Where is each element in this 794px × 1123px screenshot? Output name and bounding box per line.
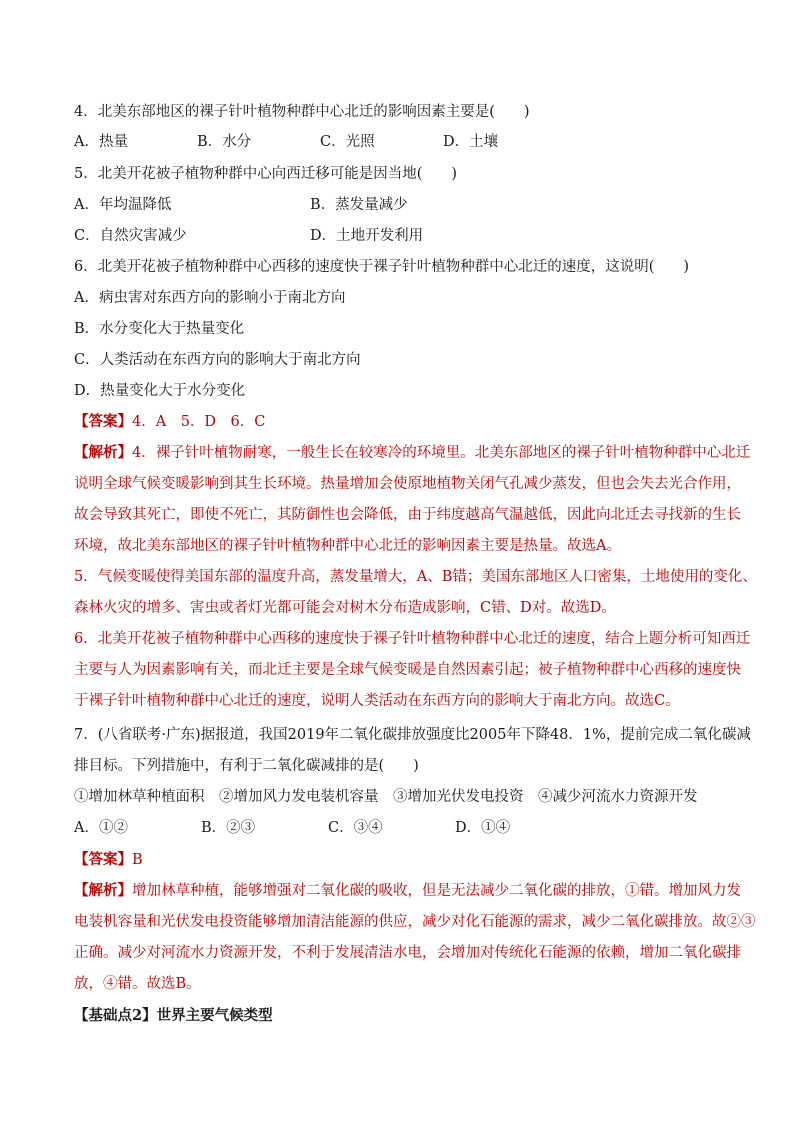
- analysis-2-line-1: [74, 881, 741, 901]
- q4-option-a: A．热量: [74, 134, 128, 150]
- analysis-1-tag: 【解析】: [74, 444, 132, 461]
- q4-stem: 4．北美东部地区的裸子针叶植物种群中心北迁的影响因素主要是( ): [74, 104, 530, 120]
- analysis-1-line-5: 5．气候变暖使得美国东部的温度升高，蒸发量增大，A、B错；美国东部地区人口密集，土地使用的变化、: [74, 569, 757, 585]
- q6-option-b: B．水分变化大于热量变化: [74, 321, 245, 337]
- analysis-1-line-8: 主要与人为因素影响有关，而北迁主要是全球气候变暖是自然因素引起；被子植物种群中心西移的速度快: [74, 662, 741, 678]
- q5-stem: 5．北美开花被子植物种群中心向西迁移可能是因当地( ): [74, 166, 458, 182]
- q5-option-d: D．土地开发利用: [310, 228, 424, 244]
- analysis-1-line-2: 说明全球气候变暖影响到其生长环境。热量增加会使原地植物关闭气孔减少蒸发，但也会失去光合作用，: [74, 476, 741, 492]
- q7-option-d: D．①④: [455, 820, 511, 836]
- analysis-1-line-9: 于裸子针叶植物种群中心北迁的速度，说明人类活动在东西方向的影响大于南北方向。故选C。: [74, 693, 680, 709]
- q7-options: [74, 818, 582, 838]
- answer-2-text: B: [132, 852, 143, 868]
- q4-options: [74, 132, 566, 152]
- answer-2: [74, 850, 143, 870]
- q7-choices: ①增加林草种植面积 ②增加风力发电装机容量 ③增加光伏发电投资 ④减少河流水力资源开发: [74, 789, 698, 805]
- analysis-1-line-7: 6．北美开花被子植物种群中心西移的速度快于裸子针叶植物种群中心北迁的速度，结合上题分析可知西迁: [74, 631, 751, 647]
- q6-stem: 6．北美开花被子植物种群中心西移的速度快于裸子针叶植物种群中心北迁的速度，这说明( ): [74, 259, 690, 275]
- analysis-2-line-2: 电装机容量和光伏发电投资能够增加清洁能源的供应，减少对化石能源的需求，减少二氧化碳排放。故②③: [74, 914, 756, 930]
- q6-option-c: C．人类活动在东西方向的影响大于南北方向: [74, 352, 361, 368]
- q4-option-d: D．土壤: [443, 134, 499, 150]
- analysis-2-text-1: 增加林草种植，能够增强对二氧化碳的吸收，但是无法减少二氧化碳的排放，①错。增加风力发: [132, 883, 741, 899]
- q4-option-b: B．水分: [197, 134, 252, 150]
- q6-option-d: D．热量变化大于水分变化: [74, 383, 246, 399]
- answer-1-tag: 【答案】: [74, 413, 132, 430]
- q7-option-c: C．③④: [328, 820, 383, 836]
- q6-option-a: A．病虫害对东西方向的影响小于南北方向: [74, 290, 346, 306]
- analysis-1-line-1: [74, 443, 750, 463]
- q7-stem-line-1: 7．(八省联考·广东)据报道，我国2019年二氧化碳排放强度比2005年下降48．1%，提前完成二氧化碳减: [74, 727, 751, 743]
- analysis-1-line-4: 环境，故北美东部地区的裸子针叶植物种群中心北迁的影响因素主要是热量。故选A。: [74, 538, 621, 554]
- answer-2-tag: 【答案】: [74, 851, 132, 868]
- analysis-2-line-3: 正确。减少对河流水力资源开发，不利于发展清洁水电，会增加对传统化石能源的依赖，增加二氧化碳排: [74, 945, 741, 961]
- q4-option-c: C．光照: [320, 134, 375, 150]
- q7-stem-line-2: 排目标。下列措施中，有利于二氧化碳减排的是( ): [74, 758, 419, 774]
- analysis-2-line-4: 放，④错。故选B。: [74, 976, 201, 992]
- q5-option-a: A．年均温降低: [74, 197, 172, 213]
- analysis-2-tag: 【解析】: [74, 882, 132, 899]
- q7-option-a: A．①②: [74, 820, 128, 836]
- q5-options-row1: [74, 195, 546, 215]
- section-heading: 【基础点2】世界主要气候类型: [74, 1007, 273, 1024]
- answer-1: [74, 412, 265, 432]
- q5-options-row2: [74, 226, 546, 246]
- analysis-1-line-6: 森林火灾的增多、害虫或者灯光都可能会对树木分布造成影响，C错、D对。故选D。: [74, 600, 616, 616]
- analysis-1-line-3: 故会导致其死亡，即使不死亡，其防御性也会降低，由于纬度越高气温越低，因此向北迁去寻找新的生长: [74, 507, 741, 523]
- q7-option-b: B．②③: [201, 820, 256, 836]
- answer-1-text: 4．A 5．D 6．C: [132, 414, 266, 430]
- q5-option-b: B．蒸发量减少: [310, 197, 408, 213]
- analysis-1-text-1: 4．裸子针叶植物耐寒，一般生长在较寒冷的环境里。北美东部地区的裸子针叶植物种群中心北迁: [132, 445, 751, 461]
- q5-option-c: C．自然灾害减少: [74, 228, 187, 244]
